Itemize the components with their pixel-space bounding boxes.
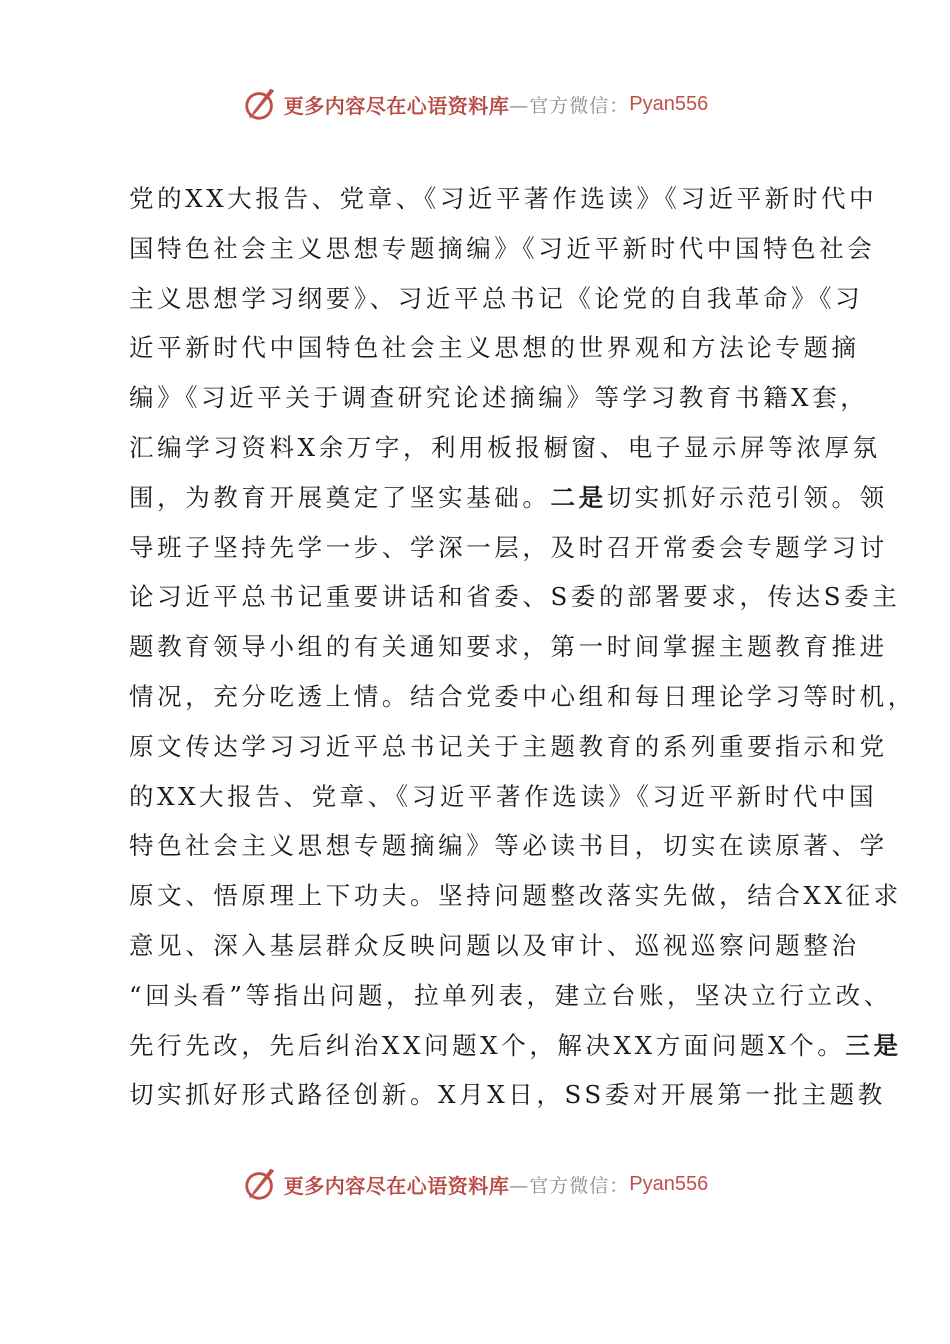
text-line: 先行先改，先后纠治XX问题X个，解决XX方面问题X个。三是 bbox=[129, 1030, 902, 1060]
body-paragraph bbox=[129, 174, 916, 1120]
text-line: 导班子坚持先学一步、学深一层，及时召开常委会专题学习讨 bbox=[129, 532, 888, 562]
text-line: 特色社会主义思想专题摘编》等必读书目，切实在读原著、学 bbox=[129, 831, 888, 861]
text-line: 编》《习近平关于调查研究论述摘编》等学习教育书籍X套， bbox=[129, 383, 869, 413]
text-line: 原文传达学习习近平总书记关于主题教育的系列重要指示和党 bbox=[129, 731, 888, 761]
text-line: 党的XX大报告、党章、《习近平著作选读》《习近平新时代中 bbox=[129, 184, 878, 213]
banner-text-main: 更多内容尽在心语资料库 bbox=[283, 93, 510, 118]
text-line: 国特色社会主义思想专题摘编》《习近平新时代中国特色社会 bbox=[129, 233, 876, 263]
text-line: 汇编学习资料X余万字，利用板报橱窗、电子显示屏等浓厚氛 bbox=[129, 432, 881, 462]
emphasis-third: 三是 bbox=[845, 1030, 902, 1060]
quill-pen-icon bbox=[242, 1165, 280, 1203]
text-line: 意见、深入基层群众反映问题以及审计、巡视巡察问题整治 bbox=[129, 930, 860, 960]
emphasis-second: 二是 bbox=[550, 482, 607, 512]
banner-text-id: Pyan556 bbox=[629, 92, 709, 115]
text-line: 主义思想学习纲要》、习近平总书记《论党的自我革命》《习 bbox=[129, 283, 864, 313]
text-line: “回头看”等指出问题，拉单列表，建立台账，坚决立行立改、 bbox=[129, 980, 892, 1010]
footer-banner bbox=[0, 1160, 950, 1208]
text-line: 围，为教育开展奠定了坚实基础。二是切实抓好示范引领。领 bbox=[129, 482, 888, 512]
text-line: 切实抓好形式路径创新。X月X日，SS委对开展第一批主题教 bbox=[129, 1080, 886, 1110]
header-banner bbox=[0, 80, 950, 128]
banner-text-wechat: —官方微信： bbox=[509, 94, 630, 117]
banner-text-id: Pyan556 bbox=[629, 1172, 709, 1195]
text-line: 题教育领导小组的有关通知要求，第一时间掌握主题教育推进 bbox=[129, 632, 888, 662]
text-line: 的XX大报告、党章、《习近平著作选读》《习近平新时代中国 bbox=[129, 781, 878, 811]
quill-pen-icon bbox=[242, 85, 280, 123]
text-line: 情况，充分吃透上情。结合党委中心组和每日理论学习等时机， bbox=[129, 681, 916, 711]
text-line: 原文、悟原理上下功夫。坚持问题整改落实先做，结合XX征求 bbox=[129, 881, 902, 911]
text-line: 近平新时代中国特色社会主义思想的世界观和方法论专题摘 bbox=[129, 333, 860, 363]
banner-text-wechat: —官方微信： bbox=[509, 1174, 630, 1197]
text-line: 论习近平总书记重要讲话和省委、S委的部署要求，传达S委主 bbox=[129, 582, 901, 612]
banner-text-main: 更多内容尽在心语资料库 bbox=[283, 1173, 510, 1198]
